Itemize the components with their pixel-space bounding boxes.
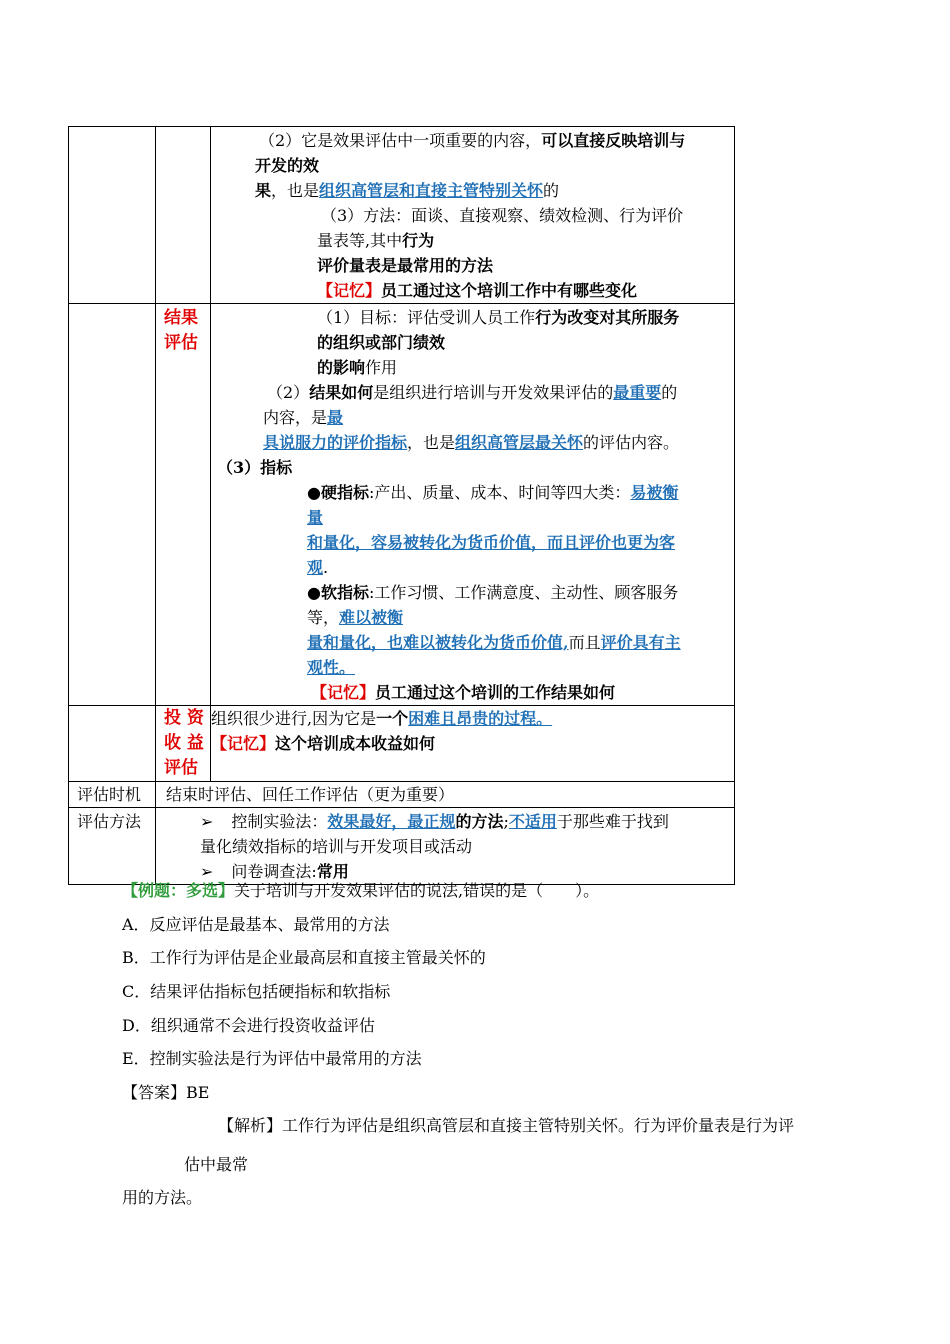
option-e: E．控制实验法是行为评估中最常用的方法 <box>122 1049 422 1068</box>
option-a: A．反应评估是最基本、最常用的方法 <box>122 915 390 934</box>
analysis-line-2: 估中最常 <box>184 1155 249 1174</box>
result-eval-cell: （1）目标：评估受训人员工作行为改变对其所服务 的组织或部门绩效 的影响作用 （2）结果如何是组织进行培训与开发效果评估的最重要的 内容，是最 具说服力的评价指标，也是组织高管层最关怀的评估内容。 （3）指标 ●硬指标:产出、质量、成本、时间等四大类：易被衡 量 和量化，容易被转化为货币价值，而且评价也更为客 观. ●软指标:工作习惯、工作满意度、主动性、顾客服务 等，难以被衡 量和量化，也难以被转化为货币价值,而且评价具有主 观性。 【记忆】员工通过这个培训的工作结果如何 <box>211 304 735 706</box>
arrow-bullet-icon: ➢ <box>200 812 214 831</box>
method-cell: ➢ 控制实验法：效果最好，最正规的方法;不适用于那些难于找到 量化绩效指标的培训与开发项目或活动 ➢ 问卷调查法:常用 <box>156 808 735 885</box>
table-row <box>69 808 735 885</box>
table-row <box>69 782 735 808</box>
analysis-line-3: 用的方法。 <box>122 1188 203 1207</box>
behavior-eval-cell: （2）它是效果评估中一项重要的内容，可以直接反映培训与 开发的效 果，也是组织高管层和直接主管特别关怀的 （3）方法：面谈、直接观察、绩效检测、行为评价 量表等,其中行为 评价量表是最常用的方法 【记忆】员工通过这个培训工作中有哪些变化 <box>211 127 735 304</box>
table-row <box>69 304 735 706</box>
evaluation-table <box>68 126 735 885</box>
option-c: C．结果评估指标包括硬指标和软指标 <box>122 982 391 1001</box>
table-row <box>69 706 735 782</box>
result-eval-label: 结果 评估 <box>156 304 211 706</box>
arrow-bullet-icon: ➢ <box>200 862 214 881</box>
timing-cell: 结束时评估、回任工作评估（更为重要） <box>156 782 735 808</box>
roi-eval-label: 投 资 收 益 评估 <box>156 706 211 782</box>
timing-label: 评估时机 <box>69 782 156 808</box>
answer: 【答案】BE <box>122 1083 210 1102</box>
option-d: D．组织通常不会进行投资收益评估 <box>122 1016 375 1035</box>
method-label: 评估方法 <box>69 808 156 885</box>
roi-eval-cell: 组织很少进行,因为它是一个困难且昂贵的过程。 【记忆】这个培训成本收益如何 <box>211 706 735 782</box>
option-b: B．工作行为评估是企业最高层和直接主管最关怀的 <box>122 948 486 967</box>
table-row <box>69 127 735 304</box>
analysis-line-1: 【解析】工作行为评估是组织高管层和直接主管特别关怀。行为评价量表是行为评 <box>218 1116 795 1135</box>
question-stem: 【例题：多选】关于培训与开发效果评估的说法,错误的是（ ）。 <box>122 881 600 900</box>
